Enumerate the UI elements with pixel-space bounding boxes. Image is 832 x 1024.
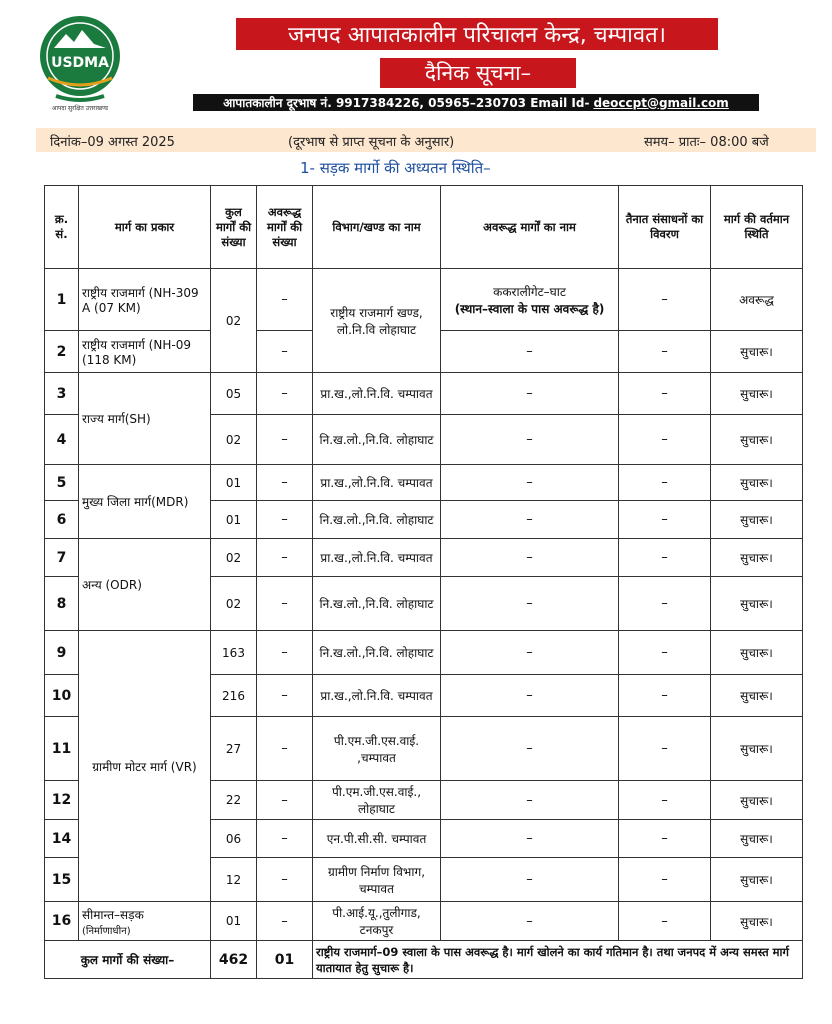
cell-total: 12 xyxy=(211,858,257,902)
cell-resources: – xyxy=(619,675,711,717)
cell-department: प्रा.ख.,लो.नि.वि. चम्पावत xyxy=(313,675,441,717)
cell-sn: 9 xyxy=(45,631,79,675)
cell-blocked-name: – xyxy=(441,902,619,941)
header-sn: क्र. सं. xyxy=(45,186,79,269)
cell-blocked: – xyxy=(257,858,313,902)
cell-blocked-name: – xyxy=(441,373,619,415)
cell-status: सुचारू। xyxy=(711,539,803,577)
cell-status: सुचारू। xyxy=(711,415,803,465)
header-status: मार्ग की वर्तमान स्थिति xyxy=(711,186,803,269)
cell-department: नि.ख.लो.,नि.वि. लोहाघाट xyxy=(313,415,441,465)
cell-total: 02 xyxy=(211,269,257,373)
cell-resources: – xyxy=(619,781,711,820)
cell-total: 01 xyxy=(211,465,257,501)
cell-sn: 6 xyxy=(45,501,79,539)
cell-status: अवरूद्ध xyxy=(711,269,803,331)
cell-status: सुचारू। xyxy=(711,331,803,373)
cell-blocked: – xyxy=(257,675,313,717)
cell-status: सुचारू। xyxy=(711,717,803,781)
cell-blocked-name: – xyxy=(441,331,619,373)
cell-resources: – xyxy=(619,501,711,539)
cell-resources: – xyxy=(619,539,711,577)
table-row xyxy=(45,539,803,577)
contact-text: आपातकालीन दूरभाष नं. 9917384226, 05965–230703 Email Id- xyxy=(223,96,590,110)
cell-resources: – xyxy=(619,820,711,858)
report-source: (दूरभाष से प्राप्त सूचना के अनुसार) xyxy=(288,135,455,150)
cell-blocked: – xyxy=(257,269,313,331)
section-title: 1- सड़क मार्गो की अध्यतन स्थिति– xyxy=(300,159,491,177)
cell-road-type: राज्य मार्ग(SH) xyxy=(79,373,211,465)
cell-road-type: राष्ट्रीय राजमार्ग (NH-309 A (07 KM) xyxy=(79,269,211,331)
road-type-note: (निर्माणाधीन) xyxy=(82,925,131,937)
cell-blocked-name: – xyxy=(441,577,619,631)
cell-sn: 8 xyxy=(45,577,79,631)
cell-blocked: – xyxy=(257,577,313,631)
cell-status: सुचारू। xyxy=(711,902,803,941)
contact-email-link[interactable]: deoccpt@gmail.com xyxy=(593,95,729,110)
cell-department: प्रा.ख.,लो.नि.वि. चम्पावत xyxy=(313,373,441,415)
cell-road-type: राष्ट्रीय राजमार्ग (NH-09 (118 KM) xyxy=(79,331,211,373)
cell-blocked-name: – xyxy=(441,781,619,820)
cell-department: पी.आई.यू.,तुलीगाड, टनकपुर xyxy=(313,902,441,941)
cell-blocked-name: – xyxy=(441,631,619,675)
cell-sn: 3 xyxy=(45,373,79,415)
cell-blocked: – xyxy=(257,820,313,858)
footer-label: कुल मार्गो की संख्या– xyxy=(45,941,211,979)
cell-department: नि.ख.लो.,नि.वि. लोहाघाट xyxy=(313,577,441,631)
table-row xyxy=(45,373,803,415)
cell-status: सुचारू। xyxy=(711,465,803,501)
footer-total: 462 xyxy=(211,941,257,979)
cell-road-type: अन्य (ODR) xyxy=(79,539,211,631)
footer-blocked: 01 xyxy=(257,941,313,979)
cell-blocked: – xyxy=(257,631,313,675)
cell-sn: 15 xyxy=(45,858,79,902)
cell-department: पी.एम.जी.एस.वाई., लोहाघाट xyxy=(313,781,441,820)
cell-resources: – xyxy=(619,331,711,373)
cell-resources: – xyxy=(619,858,711,902)
cell-blocked-name: – xyxy=(441,465,619,501)
cell-blocked: – xyxy=(257,717,313,781)
contact-bar xyxy=(193,94,759,111)
cell-sn: 12 xyxy=(45,781,79,820)
cell-total: 01 xyxy=(211,902,257,941)
cell-department: नि.ख.लो.,नि.वि. लोहाघाट xyxy=(313,501,441,539)
header-total-roads: कुल मार्गों की संख्या xyxy=(211,186,257,269)
cell-road-type: ग्रामीण मोटर मार्ग (VR) xyxy=(79,631,211,902)
road-status-table xyxy=(44,185,803,979)
cell-sn: 4 xyxy=(45,415,79,465)
header-blocked-roads: अवरूद्ध मार्गों की संख्या xyxy=(257,186,313,269)
cell-total: 02 xyxy=(211,539,257,577)
road-type-label: सीमान्त–सड़क xyxy=(82,907,144,922)
cell-total: 02 xyxy=(211,415,257,465)
cell-resources: – xyxy=(619,717,711,781)
cell-blocked: – xyxy=(257,373,313,415)
cell-department: राष्ट्रीय राजमार्ग खण्ड, लो.नि.वि लोहाघाट xyxy=(313,269,441,373)
cell-sn: 10 xyxy=(45,675,79,717)
header-blocked-names: अवरूद्ध मार्गों का नाम xyxy=(441,186,619,269)
table-row xyxy=(45,902,803,941)
cell-total: 01 xyxy=(211,501,257,539)
header-resources: तैनात संसाधनों का विवरण xyxy=(619,186,711,269)
cell-resources: – xyxy=(619,415,711,465)
blocked-road-detail: (स्थान–स्वाला के पास अवरूद्ध है) xyxy=(454,301,605,316)
cell-total: 216 xyxy=(211,675,257,717)
report-date: दिनांक–09 अगस्त 2025 xyxy=(50,135,175,150)
cell-total: 06 xyxy=(211,820,257,858)
cell-total: 163 xyxy=(211,631,257,675)
table-row xyxy=(45,631,803,675)
cell-road-type: मुख्य जिला मार्ग(MDR) xyxy=(79,465,211,539)
cell-resources: – xyxy=(619,465,711,501)
cell-blocked: – xyxy=(257,415,313,465)
cell-resources: – xyxy=(619,631,711,675)
page-title: जनपद आपातकालीन परिचालन केन्द्र, चम्पावत। xyxy=(236,18,718,50)
blocked-road-name: ककरालीगेट–घाट xyxy=(493,284,566,299)
cell-sn: 5 xyxy=(45,465,79,501)
cell-blocked: – xyxy=(257,331,313,373)
cell-resources: – xyxy=(619,373,711,415)
cell-road-type xyxy=(79,902,211,941)
cell-blocked-name: – xyxy=(441,820,619,858)
cell-department: प्रा.ख.,लो.नि.वि. चम्पावत xyxy=(313,465,441,501)
cell-status: सुचारू। xyxy=(711,501,803,539)
cell-department: पी.एम.जी.एस.वाई. ,चम्पावत xyxy=(313,717,441,781)
footer-note: राष्ट्रीय राजमार्ग–09 स्वाला के पास अवरूद्ध है। मार्ग खोलने का कार्य गतिमान है। तथा जनपद में अन्य समस्त मार्ग यातायात हेतु सुचारू है। xyxy=(313,941,803,979)
cell-status: सुचारू। xyxy=(711,858,803,902)
cell-resources: – xyxy=(619,269,711,331)
logo-text: USDMA xyxy=(51,55,109,71)
cell-blocked: – xyxy=(257,902,313,941)
header-road-type: मार्ग का प्रकार xyxy=(79,186,211,269)
cell-blocked-name: – xyxy=(441,858,619,902)
cell-total: 22 xyxy=(211,781,257,820)
cell-status: सुचारू। xyxy=(711,631,803,675)
cell-sn: 16 xyxy=(45,902,79,941)
dateline-bar xyxy=(36,128,816,152)
cell-status: सुचारू। xyxy=(711,577,803,631)
table-row xyxy=(45,269,803,331)
cell-status: सुचारू। xyxy=(711,675,803,717)
cell-resources: – xyxy=(619,902,711,941)
cell-blocked: – xyxy=(257,539,313,577)
cell-blocked-name: – xyxy=(441,501,619,539)
cell-department: प्रा.ख.,लो.नि.वि. चम्पावत xyxy=(313,539,441,577)
cell-blocked: – xyxy=(257,465,313,501)
report-time: समय– प्रातः– 08:00 बजे xyxy=(644,135,769,150)
cell-sn: 2 xyxy=(45,331,79,373)
cell-department: नि.ख.लो.,नि.वि. लोहाघाट xyxy=(313,631,441,675)
cell-status: सुचारू। xyxy=(711,781,803,820)
cell-total: 05 xyxy=(211,373,257,415)
cell-sn: 7 xyxy=(45,539,79,577)
cell-sn: 1 xyxy=(45,269,79,331)
cell-blocked-name: – xyxy=(441,415,619,465)
cell-blocked-name: – xyxy=(441,539,619,577)
cell-department: ग्रामीण निर्माण विभाग, चम्पावत xyxy=(313,858,441,902)
cell-status: सुचारू। xyxy=(711,373,803,415)
cell-blocked-name xyxy=(441,269,619,331)
cell-resources: – xyxy=(619,577,711,631)
header-department: विभाग/खण्ड का नाम xyxy=(313,186,441,269)
table-header-row xyxy=(45,186,803,269)
page-subtitle: दैनिक सूचना– xyxy=(380,58,576,88)
table-row xyxy=(45,465,803,501)
logo-tagline: आपदा सुरक्षित उत्तराखण्ड xyxy=(51,105,109,112)
cell-status: सुचारू। xyxy=(711,820,803,858)
cell-sn: 14 xyxy=(45,820,79,858)
cell-sn: 11 xyxy=(45,717,79,781)
cell-blocked-name: – xyxy=(441,717,619,781)
usdma-logo xyxy=(30,12,130,112)
cell-total: 02 xyxy=(211,577,257,631)
cell-department: एन.पी.सी.सी. चम्पावत xyxy=(313,820,441,858)
cell-blocked: – xyxy=(257,781,313,820)
cell-blocked: – xyxy=(257,501,313,539)
hands-icon xyxy=(56,96,104,100)
cell-total: 27 xyxy=(211,717,257,781)
table-footer-row xyxy=(45,941,803,979)
cell-blocked-name: – xyxy=(441,675,619,717)
